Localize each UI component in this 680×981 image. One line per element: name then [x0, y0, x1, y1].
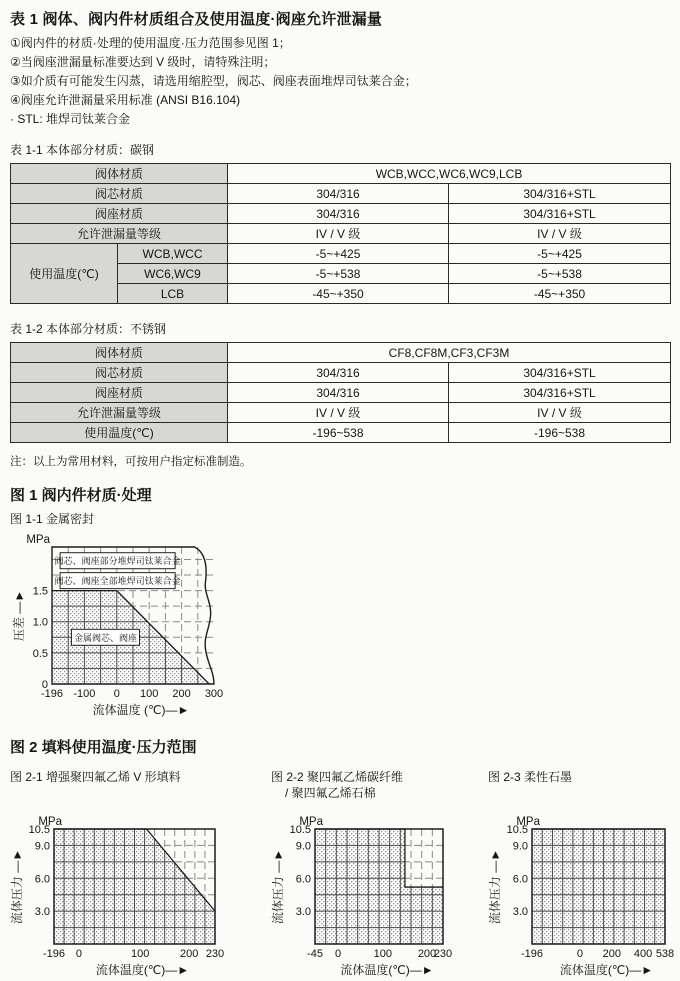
svg-text:-196: -196 [40, 688, 64, 700]
svg-text:MPa: MPa [26, 534, 50, 546]
cell-value: 304/316+STL [449, 363, 671, 383]
table-row [11, 164, 671, 184]
svg-text:9.0: 9.0 [295, 840, 311, 853]
cell-value: IV / V 级 [449, 224, 671, 244]
table-footnote: 注：以上为常用材料，可按用户指定标准制造。 [10, 456, 252, 468]
cell-value: -45~+350 [228, 284, 449, 304]
svg-text:0: 0 [576, 948, 583, 960]
table-row [11, 204, 671, 224]
cell-value: 304/316 [228, 363, 449, 383]
row-header-temp-group: 使用温度(℃) [11, 244, 118, 304]
table-row [11, 343, 671, 363]
svg-text:3.0: 3.0 [512, 906, 528, 919]
svg-text:MPa: MPa [299, 816, 323, 828]
svg-text:0: 0 [75, 948, 83, 960]
row-subheader: WC6,WC9 [118, 264, 228, 284]
svg-text:200: 200 [417, 948, 437, 960]
figure-1-1-chart [12, 531, 670, 721]
table-1-2 [10, 342, 671, 443]
fig-2-3-svg [488, 813, 677, 978]
note-line-2: ②当阀座泄漏量标准要达到 V 级时，请特殊注明； [10, 55, 276, 69]
svg-text:1.0: 1.0 [32, 616, 48, 629]
svg-text:流体温度 (℃)—►: 流体温度 (℃)—► [92, 703, 190, 717]
svg-text:金属阀芯、阀座: 金属阀芯、阀座 [73, 632, 137, 643]
figure-2-1-caption: 图 2-1 增强聚四氟乙烯 V 形填料 [10, 770, 181, 784]
row-header: 阀座材质 [11, 383, 228, 403]
row-header: 允许泄漏量等级 [11, 224, 228, 244]
svg-text:流体温度(℃)—►: 流体温度(℃)—► [559, 963, 654, 977]
svg-text:流体温度(℃)—►: 流体温度(℃)—► [95, 963, 190, 977]
y-axis-label: 压差 —► [12, 589, 26, 642]
svg-text:10.5: 10.5 [289, 824, 311, 836]
svg-text:6.0: 6.0 [34, 873, 50, 886]
table-1-1 [10, 163, 671, 304]
cell-value: IV / V 级 [228, 224, 449, 244]
table-row [11, 403, 671, 423]
svg-text:10.5: 10.5 [506, 824, 528, 836]
svg-text:-100: -100 [73, 688, 96, 700]
figure-2-row [10, 767, 675, 981]
shaded-operating-region [532, 829, 665, 944]
table-row [11, 224, 671, 244]
cell-value: 304/316 [228, 383, 449, 403]
y-axis-label: 流体压力 —► [10, 848, 24, 925]
note-line-5: · STL: 堆焊司钛莱合金 [10, 112, 131, 126]
svg-text:200: 200 [180, 948, 199, 960]
row-header: 阀芯材质 [11, 184, 228, 204]
figure-2-3-block [488, 767, 677, 981]
cell-value: -5~+425 [228, 244, 449, 264]
cell-value: -5~+538 [449, 264, 671, 284]
svg-text:400: 400 [633, 948, 653, 960]
svg-text:-196: -196 [42, 948, 66, 960]
svg-text:-45: -45 [307, 948, 323, 960]
note-line-4: ④阀座允许泄漏量采用标准 (ANSI B16.104) [10, 93, 241, 107]
row-header: 阀体材质 [11, 164, 228, 184]
row-header: 阀体材质 [11, 343, 228, 363]
table-row [11, 363, 671, 383]
svg-text:100: 100 [140, 688, 159, 700]
fig-1-1-svg [12, 531, 228, 718]
svg-text:0: 0 [41, 679, 48, 691]
svg-text:100: 100 [373, 948, 393, 960]
cell-value: IV / V 级 [228, 403, 449, 423]
svg-text:200: 200 [172, 688, 191, 700]
svg-text:9.0: 9.0 [512, 840, 528, 853]
svg-text:230: 230 [433, 948, 453, 960]
svg-text:538: 538 [655, 948, 675, 960]
figure-2-2-caption: 图 2-2 聚四氟乙烯碳纤维 / 聚四氟乙烯石棉 [271, 770, 404, 800]
svg-text:0: 0 [334, 948, 342, 960]
svg-text:阀芯、阀座部分堆焊司钛莱合金: 阀芯、阀座部分堆焊司钛莱合金 [54, 556, 181, 567]
cell-value: -5~+425 [449, 244, 671, 264]
row-header: 阀座材质 [11, 204, 228, 224]
y-axis-label: 流体压力 —► [488, 848, 502, 925]
cell-value: 304/316+STL [449, 383, 671, 403]
y-axis-label: 流体压力 —► [271, 848, 285, 925]
svg-text:6.0: 6.0 [512, 873, 528, 886]
row-header: 允许泄漏量等级 [11, 403, 228, 423]
cell-value: -45~+350 [449, 284, 671, 304]
cell-value: -196~538 [228, 423, 449, 443]
note-line-3: ③如介质有可能发生闪蒸，请选用缩腔型，阀芯、阀座表面堆焊司钛莱合金； [10, 74, 417, 88]
svg-text:200: 200 [602, 948, 621, 960]
note-line-1: ①阀内件的材质·处理的使用温度·压力范围参见图 1； [10, 36, 291, 50]
svg-text:阀芯、阀座全部堆焊司钛莱合金: 阀芯、阀座全部堆焊司钛莱合金 [54, 576, 181, 587]
fig-2-2-svg [271, 813, 455, 978]
cell-value: CF8,CF8M,CF3,CF3M [228, 343, 671, 363]
cell-value: 304/316+STL [449, 184, 671, 204]
svg-text:1.5: 1.5 [32, 585, 48, 598]
row-header: 使用温度(℃) [11, 423, 228, 443]
figure-2-2-block [271, 767, 455, 981]
figure-2-heading: 图 2 填料使用温度·压力范围 [10, 739, 197, 756]
svg-text:300: 300 [204, 688, 224, 700]
cell-value: 304/316 [228, 204, 449, 224]
table-row [11, 383, 671, 403]
svg-text:0.5: 0.5 [32, 647, 48, 660]
svg-text:-196: -196 [520, 948, 544, 960]
cell-value: WCB,WCC,WC6,WC9,LCB [228, 164, 671, 184]
row-subheader: LCB [118, 284, 228, 304]
cell-value: -196~538 [449, 423, 671, 443]
figure-1-heading: 图 1 阀内件材质·处理 [10, 487, 152, 504]
figure-1-1-caption: 图 1-1 金属密封 [10, 512, 95, 526]
cell-value: IV / V 级 [449, 403, 671, 423]
row-header: 阀芯材质 [11, 363, 228, 383]
row-subheader: WCB,WCC [118, 244, 228, 264]
table-row [11, 423, 671, 443]
figure-2-3-caption: 图 2-3 柔性石墨 [488, 770, 573, 784]
figure-2-1-block [10, 767, 227, 981]
svg-text:3.0: 3.0 [34, 906, 50, 919]
cell-value: 304/316+STL [449, 204, 671, 224]
page-title: 表 1 阀体、阀内件材质组合及使用温度·阀座允许泄漏量 [10, 11, 383, 28]
svg-text:3.0: 3.0 [295, 906, 311, 919]
svg-text:0: 0 [113, 688, 120, 700]
svg-text:10.5: 10.5 [28, 824, 50, 836]
svg-text:6.0: 6.0 [295, 873, 311, 886]
svg-text:100: 100 [130, 948, 150, 960]
fig-2-1-svg [10, 813, 227, 978]
svg-text:230: 230 [205, 948, 225, 960]
cell-value: -5~+538 [228, 264, 449, 284]
svg-text:9.0: 9.0 [34, 840, 50, 853]
table-1-1-caption: 表 1-1 本体部分材质：碳钢 [10, 143, 155, 157]
svg-text:流体温度(℃)—►: 流体温度(℃)—► [340, 963, 434, 977]
cell-value: 304/316 [228, 184, 449, 204]
table-row [11, 184, 671, 204]
table-row [11, 244, 671, 264]
table-1-2-caption: 表 1-2 本体部分材质：不锈钢 [10, 322, 167, 336]
svg-text:MPa: MPa [38, 816, 62, 828]
svg-text:MPa: MPa [516, 816, 540, 828]
notes-list [10, 34, 670, 129]
